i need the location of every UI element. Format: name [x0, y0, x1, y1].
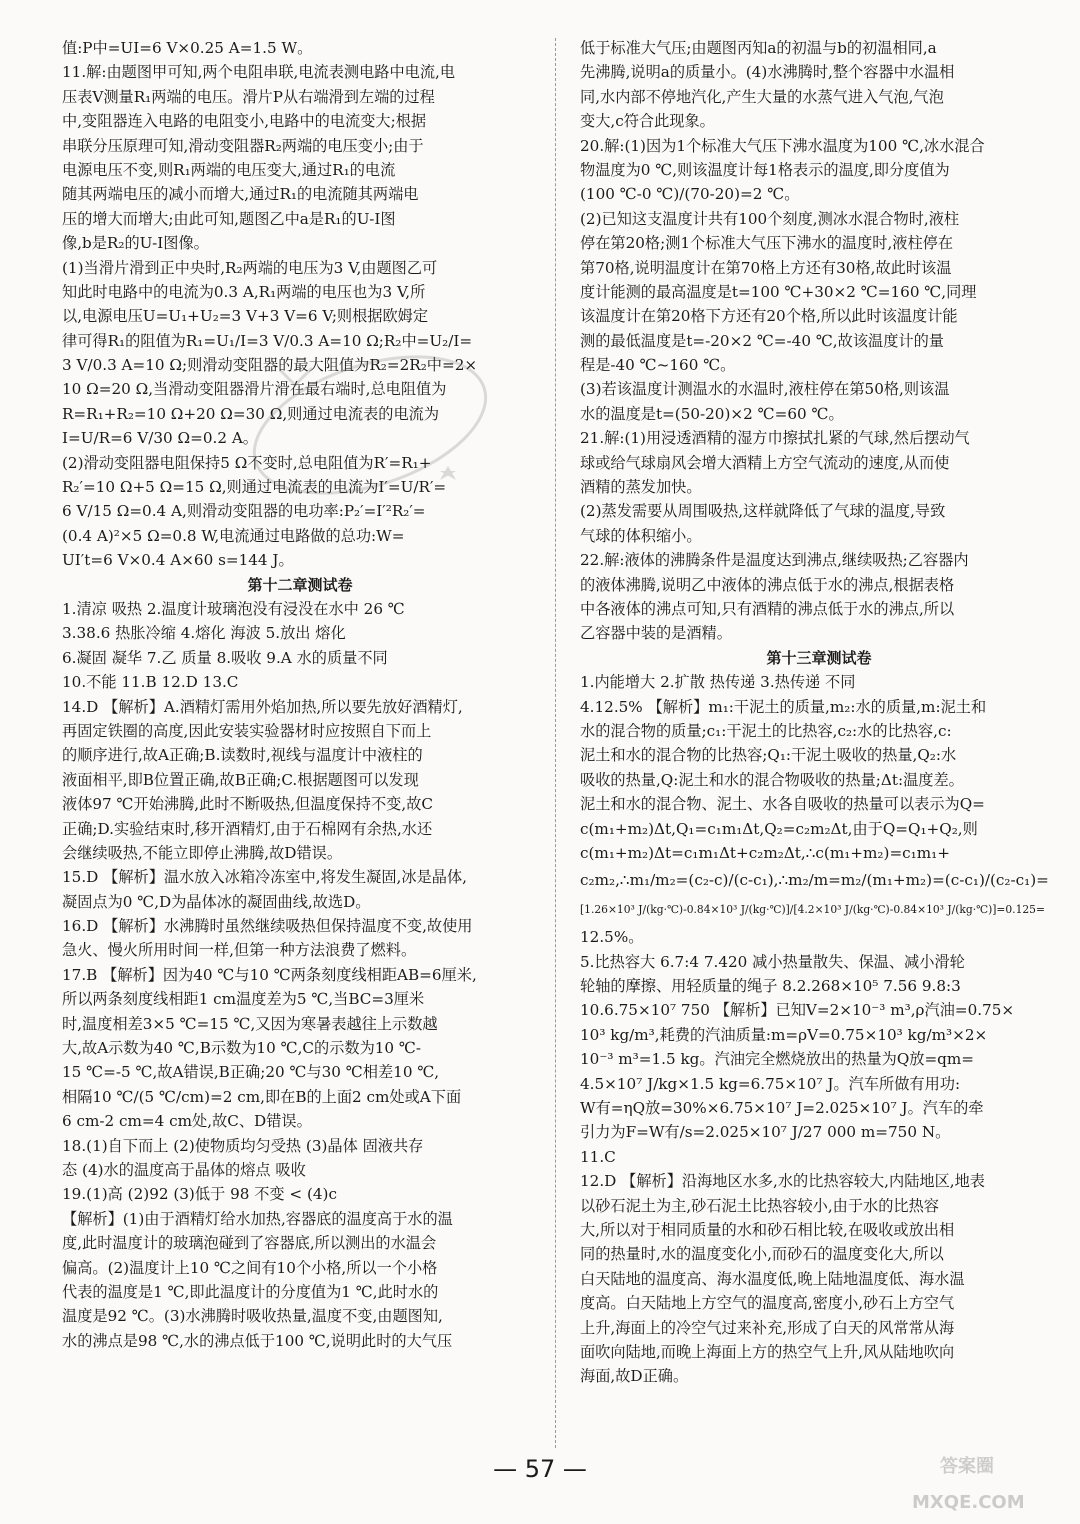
text-line: 19.(1)高 (2)92 (3)低于 98 不变 < (4)c — [62, 1185, 337, 1204]
text-line: W有=ηQ放=30%×6.75×10⁷ J=2.025×10⁷ J。汽车的牵 — [580, 1099, 984, 1118]
text-line: c(m₁+m₂)Δt=c₁m₁Δt+c₂m₂Δt,∴c(m₁+m₂)=c₁m₁+ — [580, 843, 950, 862]
text-line: 4.12.5% 【解析】m₁:干泥土的质量,m₂:水的质量,m:泥土和 — [580, 697, 987, 716]
text-line: 压表V测量R₁两端的电压。滑片P从右端滑到左端的过程 — [62, 87, 435, 106]
text-line: 相隔10 ℃/(5 ℃/cm)=2 cm,即在B的上面2 cm处或A下面 — [62, 1087, 462, 1106]
text-line: 16.D 【解析】水沸腾时虽然继续吸热但保持温度不变,故使用 — [62, 917, 473, 936]
text-line: 水的混合物的质量;c₁:干泥土的比热容,c₂:水的比热容,c: — [580, 721, 952, 740]
text-line: (3)若该温度计测温水的水温时,液柱停在第50格,则该温 — [580, 380, 950, 399]
text-line: 10³ kg/m³,耗费的汽油质量:m=ρV=0.75×10³ kg/m³×2× — [580, 1025, 988, 1044]
text-line: 程是-40 ℃~160 ℃。 — [580, 356, 736, 375]
text-line: 停在第20格;测1个标准大气压下沸水的温度时,液柱停在 — [580, 234, 954, 253]
site-watermark-stamp — [900, 1440, 1070, 1520]
text-line: 度高。白天陆地上方空气的温度高,密度小,砂石上方空气 — [580, 1294, 955, 1313]
text-line: 22.解:液体的沸腾条件是温度达到沸点,继续吸热;乙容器内 — [580, 551, 969, 570]
text-line: 串联分压原理可知,滑动变阻器R₂两端的电压变小;由于 — [62, 136, 424, 155]
text-line: 急火、慢火所用时间一样,但第一种方法浪费了燃料。 — [62, 941, 417, 960]
text-line: 中,变阻器连入电路的电阻变小,电路中的电流变大;根据 — [62, 112, 427, 131]
text-line: 电源电压不变,则R₁两端的电压变大,通过R₁的电流 — [62, 160, 396, 179]
text-line: 液体97 ℃开始沸腾,此时不断吸热,但温度保持不变,故C — [62, 795, 433, 814]
text-line: 白天陆地的温度高、海水温度低,晚上陆地温度低、海水温 — [580, 1269, 965, 1288]
text-line: (2)滑动变阻器电阻保持5 Ω不变时,总电阻值为R′=R₁+ — [62, 453, 432, 472]
text-line: 12.5%。 — [580, 928, 644, 947]
text-line: 吸收的热量,Q:泥土和水的混合物吸收的热量;Δt:温度差。 — [580, 770, 964, 789]
text-line: 泥土和水的混合物的比热容;Q₁:干泥土吸收的热量,Q₂:水 — [580, 746, 957, 765]
text-line: 轮轴的摩擦、用轻质量的绳子 8.2.268×10⁵ 7.56 9.8:3 — [580, 977, 961, 996]
text-line: 泥土和水的混合物、泥土、水各自吸收的热量可以表示为Q= — [580, 795, 985, 814]
text-line: 水的沸点是98 ℃,水的沸点低于100 ℃,说明此时的大气压 — [62, 1331, 453, 1350]
text-line: 气球的体积缩小。 — [580, 526, 702, 545]
text-line: 的液体沸腾,说明乙中液体的沸点低于水的沸点,根据表格 — [580, 575, 955, 594]
stamp-logo-text: 答案圈 — [940, 1456, 994, 1477]
text-line: 物温度为0 ℃,则该温度计每1格表示的温度,即分度值为 — [580, 160, 950, 179]
text-line: R=R₁+R₂=10 Ω+20 Ω=30 Ω,则通过电流表的电流为 — [62, 404, 440, 423]
text-line: (2)已知这支温度计共有100个刻度,测冰水混合物时,液柱 — [580, 209, 960, 228]
text-line: 知此时电路中的电流为0.3 A,R₁两端的电压也为3 V,所 — [62, 282, 426, 301]
text-line: c(m₁+m₂)Δt,Q₁=c₁m₁Δt,Q₂=c₂m₂Δt,由于Q=Q₁+Q₂,则 — [580, 819, 978, 838]
text-line: 第十二章测试卷 — [247, 575, 353, 594]
text-line: 1.内能增大 2.扩散 热传递 3.热传递 不同 — [580, 673, 856, 692]
text-line: 11.解:由题图甲可知,两个电阻串联,电流表测电路中电流,电 — [62, 63, 456, 82]
text-line: 海面,故D正确。 — [580, 1367, 689, 1386]
text-line: 度计能测的最高温度是t=100 ℃+30×2 ℃=160 ℃,同理 — [580, 282, 977, 301]
text-line: (0.4 A)²×5 Ω=0.8 W,电流通过电路做的总功:W= — [62, 526, 405, 545]
text-line: 温度是92 ℃。(3)水沸腾时吸收热量,温度不变,由题图知, — [62, 1307, 443, 1326]
text-line: 第十三章测试卷 — [766, 648, 872, 667]
text-line: 15.D 【解析】温水放入冰箱冷冻室中,将发生凝固,冰是晶体, — [62, 868, 467, 887]
text-line: 再固定铁圈的高度,因此安装实验器材时应按照自下而上 — [62, 721, 432, 740]
text-line: 值:P中=UI=6 V×0.25 A=1.5 W。 — [62, 39, 313, 57]
text-line: 所以两条刻度线相距1 cm温度差为5 ℃,当BC=3厘米 — [62, 990, 425, 1009]
text-line: UI′t=6 V×0.4 A×60 s=144 J。 — [62, 551, 294, 570]
text-line: 15 ℃=-5 ℃,故A错误,B正确;20 ℃与30 ℃相差10 ℃, — [62, 1063, 440, 1082]
text-line: 5.比热容大 6.7:4 7.420 减小热量散失、保温、减小滑轮 — [580, 952, 965, 971]
text-line: 第70格,说明温度计在第70格上方还有30格,故此时该温 — [580, 258, 952, 277]
text-line: 18.(1)自下而上 (2)使物质均匀受热 (3)晶体 固液共存 — [62, 1136, 424, 1155]
text-line: 20.解:(1)因为1个标准大气压下沸水温度为100 ℃,冰水混合 — [580, 136, 985, 155]
text-line: R₂′=10 Ω+5 Ω=15 Ω,则通过电流表的电流为I′=U/R′= — [62, 478, 447, 497]
text-line: 上升,海面上的冷空气过来补充,形成了白天的风常常从海 — [580, 1318, 955, 1337]
text-line: 6 cm-2 cm=4 cm处,故C、D错误。 — [62, 1112, 312, 1131]
page-number: — 57 — — [493, 1455, 587, 1483]
text-line: 态 (4)水的温度高于晶体的熔点 吸收 — [62, 1160, 306, 1179]
text-line: 12.D 【解析】沿海地区水多,水的比热容较大,内陆地区,地表 — [580, 1172, 985, 1191]
text-line: 该温度计在第20格下方还有20个格,所以此时该温度计能 — [580, 307, 958, 326]
text-line: 测的最低温度是t=-20×2 ℃=-40 ℃,故该温度计的量 — [580, 331, 944, 350]
text-line: 以,电源电压U=U₁+U₂=3 V+3 V=6 V;则根据欧姆定 — [62, 307, 429, 326]
text-line: 10.6.75×10⁷ 750 【解析】已知V=2×10⁻³ m³,ρ汽油=0.75× — [580, 1001, 1015, 1020]
text-line: 10.不能 11.B 12.D 13.C — [62, 673, 239, 692]
text-line: 乙容器中装的是酒精。 — [580, 624, 732, 643]
column-divider — [555, 38, 556, 1448]
text-line: 水的温度是t=(50-20)×2 ℃=60 ℃。 — [580, 404, 844, 423]
text-line: (1)当滑片滑到正中央时,R₂两端的电压为3 V,由题图乙可 — [62, 258, 438, 277]
text-line: 像,b是R₂的U-I图像。 — [62, 234, 209, 253]
text-line: 代表的温度是1 ℃,即此温度计的分度值为1 ℃,此时水的 — [62, 1282, 439, 1301]
text-line: I=U/R=6 V/30 Ω=0.2 A。 — [62, 429, 258, 448]
text-line: 时,温度相差3×5 ℃=15 ℃,又因为寒暑表越往上示数越 — [62, 1014, 438, 1033]
text-line: [1.26×10³ J/(kg·℃)-0.84×10³ J/(kg·℃)]/[4.2×10³ J/(kg·℃)-0.84×10³ J/(kg·℃)]=0.125= — [580, 903, 1045, 917]
text-line: 低于标准大气压;由题图丙知a的初温与b的初温相同,a — [580, 39, 937, 57]
text-line: 大,故A示数为40 ℃,B示数为10 ℃,C的示数为10 ℃- — [62, 1039, 422, 1058]
text-line: 1.清凉 吸热 2.温度计玻璃泡没有浸没在水中 26 ℃ — [62, 599, 405, 618]
text-line: 酒精的蒸发加快。 — [580, 478, 702, 497]
text-line: 6 V/15 Ω=0.4 A,则滑动变阻器的电功率:P₂′=I′²R₂′= — [62, 502, 426, 521]
text-line: 律可得R₁的阻值为R₁=U₁/I=3 V/0.3 A=10 Ω;R₂中=U₂/I= — [62, 331, 473, 350]
text-line: (100 ℃-0 ℃)/(70-20)=2 ℃。 — [580, 185, 800, 204]
text-line: 以砂石泥土为主,砂石泥土比热容较小,由于水的比热容 — [580, 1196, 939, 1215]
left-column — [62, 36, 538, 1353]
watermark-logo — [220, 330, 510, 500]
text-line: 4.5×10⁷ J/kg×1.5 kg=6.75×10⁷ J。汽车所做有用功: — [580, 1074, 961, 1093]
text-line: (2)蒸发需要从周围吸热,这样就降低了气球的温度,导致 — [580, 502, 946, 521]
text-line: 变大,c符合此现象。 — [580, 112, 715, 131]
text-line: 先沸腾,说明a的质量小。(4)水沸腾时,整个容器中水温相 — [580, 63, 955, 82]
text-line: 17.B 【解析】因为40 ℃与10 ℃两条刻度线相距AB=6厘米, — [62, 965, 477, 984]
text-line: 同,水内部不停地汽化,产生大量的水蒸气进入气泡,气泡 — [580, 87, 944, 106]
text-line: 中各液体的沸点可知,只有酒精的沸点低于水的沸点,所以 — [580, 599, 955, 618]
text-line: 引力为F=W有/s=2.025×10⁷ J/27 000 m=750 N。 — [580, 1123, 951, 1142]
text-line: 3 V/0.3 A=10 Ω;则滑动变阻器的最大阻值为R₂=2R₂中=2× — [62, 356, 478, 375]
text-line: 偏高。(2)温度计上10 ℃之间有10个小格,所以一个小格 — [62, 1258, 438, 1277]
text-line: 球或给气球扇风会增大酒精上方空气流动的速度,从而使 — [580, 453, 950, 472]
text-line: 液面相平,即B位置正确,故B正确;C.根据题图可以发现 — [62, 770, 419, 789]
text-line: 压的增大而增大;由此可知,题图乙中a是R₁的U-I图 — [62, 209, 396, 228]
right-column — [580, 36, 1058, 1389]
text-line: 3.38.6 热胀冷缩 4.熔化 海波 5.放出 熔化 — [62, 624, 346, 643]
text-line: 10⁻³ m³=1.5 kg。汽油完全燃烧放出的热量为Q放=qm= — [580, 1050, 975, 1069]
text-line: 大,所以对于相同质量的水和砂石相比较,在吸收或放出相 — [580, 1220, 955, 1239]
text-line: 11.C — [580, 1147, 616, 1166]
text-line: 的顺序进行,故A正确;B.读数时,视线与温度计中液柱的 — [62, 746, 423, 765]
text-line: 度,此时温度计的玻璃泡碰到了容器底,所以测出的水温会 — [62, 1234, 437, 1253]
text-line: 21.解:(1)用浸透酒精的湿方巾擦拭扎紧的气球,然后摆动气 — [580, 429, 970, 448]
text-line: 10 Ω=20 Ω,当滑动变阻器滑片滑在最右端时,总电阻值为 — [62, 380, 447, 399]
text-line: c₂m₂,∴m₁/m₂=(c₂-c)/(c-c₁),∴m₂/m=m₂/(m₁+m₂)=(c-c₁)/(c₂-c₁)= — [580, 871, 1049, 890]
text-line: 6.凝固 凝华 7.乙 质量 8.吸收 9.A 水的质量不同 — [62, 648, 388, 667]
text-line: 随其两端电压的减小而增大,通过R₁的电流随其两端电 — [62, 185, 419, 204]
text-line: 【解析】(1)由于酒精灯给水加热,容器底的温度高于水的温 — [62, 1209, 453, 1228]
stamp-site-text: MXQE.COM — [912, 1492, 1025, 1513]
text-line: 14.D 【解析】A.酒精灯需用外焰加热,所以要先放好酒精灯, — [62, 697, 463, 716]
text-line: 凝固点为0 ℃,D为晶体冰的凝固曲线,故选D。 — [62, 892, 371, 911]
text-line: 正确;D.实验结束时,移开酒精灯,由于石棉网有余热,水还 — [62, 819, 433, 838]
text-line: 面吹向陆地,而晚上海面上方的热空气上升,风从陆地吹向 — [580, 1342, 955, 1361]
text-line: 同的热量时,水的温度变化小,而砂石的温度变化大,所以 — [580, 1245, 944, 1264]
text-line: 会继续吸热,不能立即停止沸腾,故D错误。 — [62, 843, 343, 862]
